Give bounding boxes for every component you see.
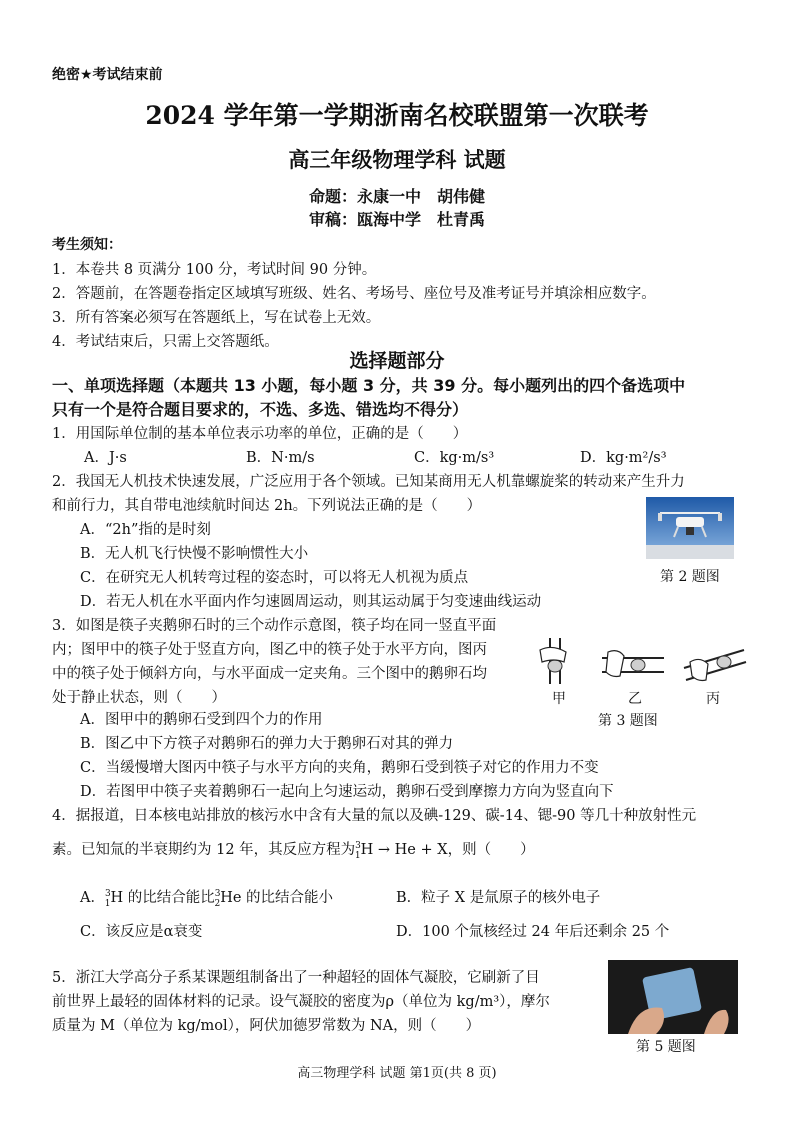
q2-option-a: A．“2h”指的是时刻 [80, 522, 211, 538]
drone-photo [646, 497, 734, 559]
section-instruction: 只有一个是符合题目要求的，不选、多选、错选均不得分） [52, 400, 469, 419]
notice-item: 2．答题前，在答题卷指定区域填写班级、姓名、考场号、座位号及准考证号并填涂相应数字。 [52, 286, 656, 302]
q1-option-c: C．kg·m/s³ [414, 450, 495, 466]
q5-stem: 前世界上最轻的固体材料的记录。设气凝胶的密度为ρ（单位为 kg/m³），摩尔 [52, 994, 550, 1010]
q3-figure-caption: 第 3 题图 [598, 713, 658, 729]
fig-label-bing: 丙 [706, 691, 720, 707]
q5-stem: 5．浙江大学高分子系某课题组制备出了一种超轻的固体气凝胶，它刷新了目 [52, 970, 540, 986]
q3-stem: 处于静止状态，则（ ） [52, 690, 226, 706]
q3-option-b: B．图乙中下方筷子对鹅卵石的弹力大于鹅卵石对其的弹力 [80, 736, 454, 752]
section-instruction: 一、单项选择题（本题共 13 小题，每小题 3 分，共 39 分。每小题列出的四个备选项中 [52, 376, 686, 395]
notice-item: 3．所有答案必须写在答题纸上，写在试卷上无效。 [52, 310, 381, 326]
q5-figure-caption: 第 5 题图 [636, 1039, 696, 1055]
notice-item: 4．考试结束后，只需上交答题纸。 [52, 334, 279, 350]
q1-stem: 1．用国际单位制的基本单位表示功率的单位，正确的是（ ） [52, 426, 468, 442]
q4-equation: H → He + X [360, 842, 448, 858]
q4-option-a: A．$^3_1$H 的比结合能比$^3_2$He 的比结合能小 [80, 889, 334, 909]
q2-figure-caption: 第 2 题图 [660, 569, 720, 585]
author-credit: 命题：永康一中 胡伟健 [308, 187, 485, 206]
secret-label: 绝密★考试结束前 [52, 67, 163, 83]
q2-option-b: B．无人机飞行快慢不影响惯性大小 [80, 546, 309, 562]
q1-option-d: D．kg·m²/s³ [580, 450, 667, 466]
q4-stem: 4．据报道，日本核电站排放的核污水中含有大量的氚以及碘-129、碳-14、锶-90 等几十种放射性元 [52, 808, 697, 824]
q2-option-d: D．若无人机在水平面内作匀速圆周运动，则其运动属于匀变速曲线运动 [80, 594, 542, 610]
q4-option-d: D．100 个氚核经过 24 年后还剩余 25 个 [396, 924, 670, 940]
q4-stem-text: ，则（ ） [447, 842, 535, 858]
q5-stem: 质量为 M（单位为 kg/mol），阿伏加德罗常数为 NA，则（ ） [52, 1018, 481, 1034]
q4-stem-line2: 素。已知氚的半衰期约为 12 年，其反应方程为$^3_1$H → He + X，则（ ） [52, 841, 535, 861]
fig-label-yi: 乙 [628, 691, 642, 707]
q4-stem-text: 素。已知氚的半衰期约为 12 年，其反应方程为 [52, 842, 356, 858]
q1-option-b: B．N·m/s [246, 450, 315, 466]
q4-option-c: C．该反应是α衰变 [80, 924, 203, 940]
q2-stem: 和前行力，其自带电池续航时间达 2h。下列说法正确的是（ ） [52, 498, 482, 514]
q3-stem: 3．如图是筷子夹鹅卵石时的三个动作示意图，筷子均在同一竖直平面 [52, 618, 497, 634]
page-footer: 高三物理学科 试题 第1页(共 8 页) [297, 1066, 497, 1081]
q3-stem: 内；图甲中的筷子处于竖直方向，图乙中的筷子处于水平方向，图丙 [52, 642, 487, 658]
notice-item: 1．本卷共 8 页满分 100 分，考试时间 90 分钟。 [52, 262, 377, 278]
section-title: 选择题部分 [349, 350, 445, 372]
q2-option-c: C．在研究无人机转弯过程的姿态时，可以将无人机视为质点 [80, 570, 469, 586]
q4-option-b: B．粒子 X 是氚原子的核外电子 [396, 890, 601, 906]
q2-stem: 2．我国无人机技术快速发展，广泛应用于各个领域。已知某商用无人机靠螺旋桨的转动来产生升力 [52, 474, 685, 490]
q1-option-a: A．J·s [84, 450, 127, 466]
aerogel-photo [608, 960, 738, 1034]
reviewer-credit: 审稿：瓯海中学 杜青禹 [308, 210, 485, 229]
q3-option-d: D．若图甲中筷子夹着鹅卵石一起向上匀速运动，鹅卵石受到摩擦力方向为竖直向下 [80, 784, 614, 800]
q3-option-c: C．当缓慢增大图丙中筷子与水平方向的夹角，鹅卵石受到筷子对它的作用力不变 [80, 760, 599, 776]
fig-label-jia: 甲 [552, 691, 566, 707]
q3-stem: 中的筷子处于倾斜方向，与水平面成一定夹角。三个图中的鹅卵石均 [52, 666, 487, 682]
exam-title: 2024 学年第一学期浙南名校联盟第一次联考 [145, 101, 649, 130]
q3-option-a: A．图甲中的鹅卵石受到四个力的作用 [80, 712, 323, 728]
exam-subtitle: 高三年级物理学科 试题 [288, 147, 506, 172]
notice-heading: 考生须知： [52, 237, 122, 253]
